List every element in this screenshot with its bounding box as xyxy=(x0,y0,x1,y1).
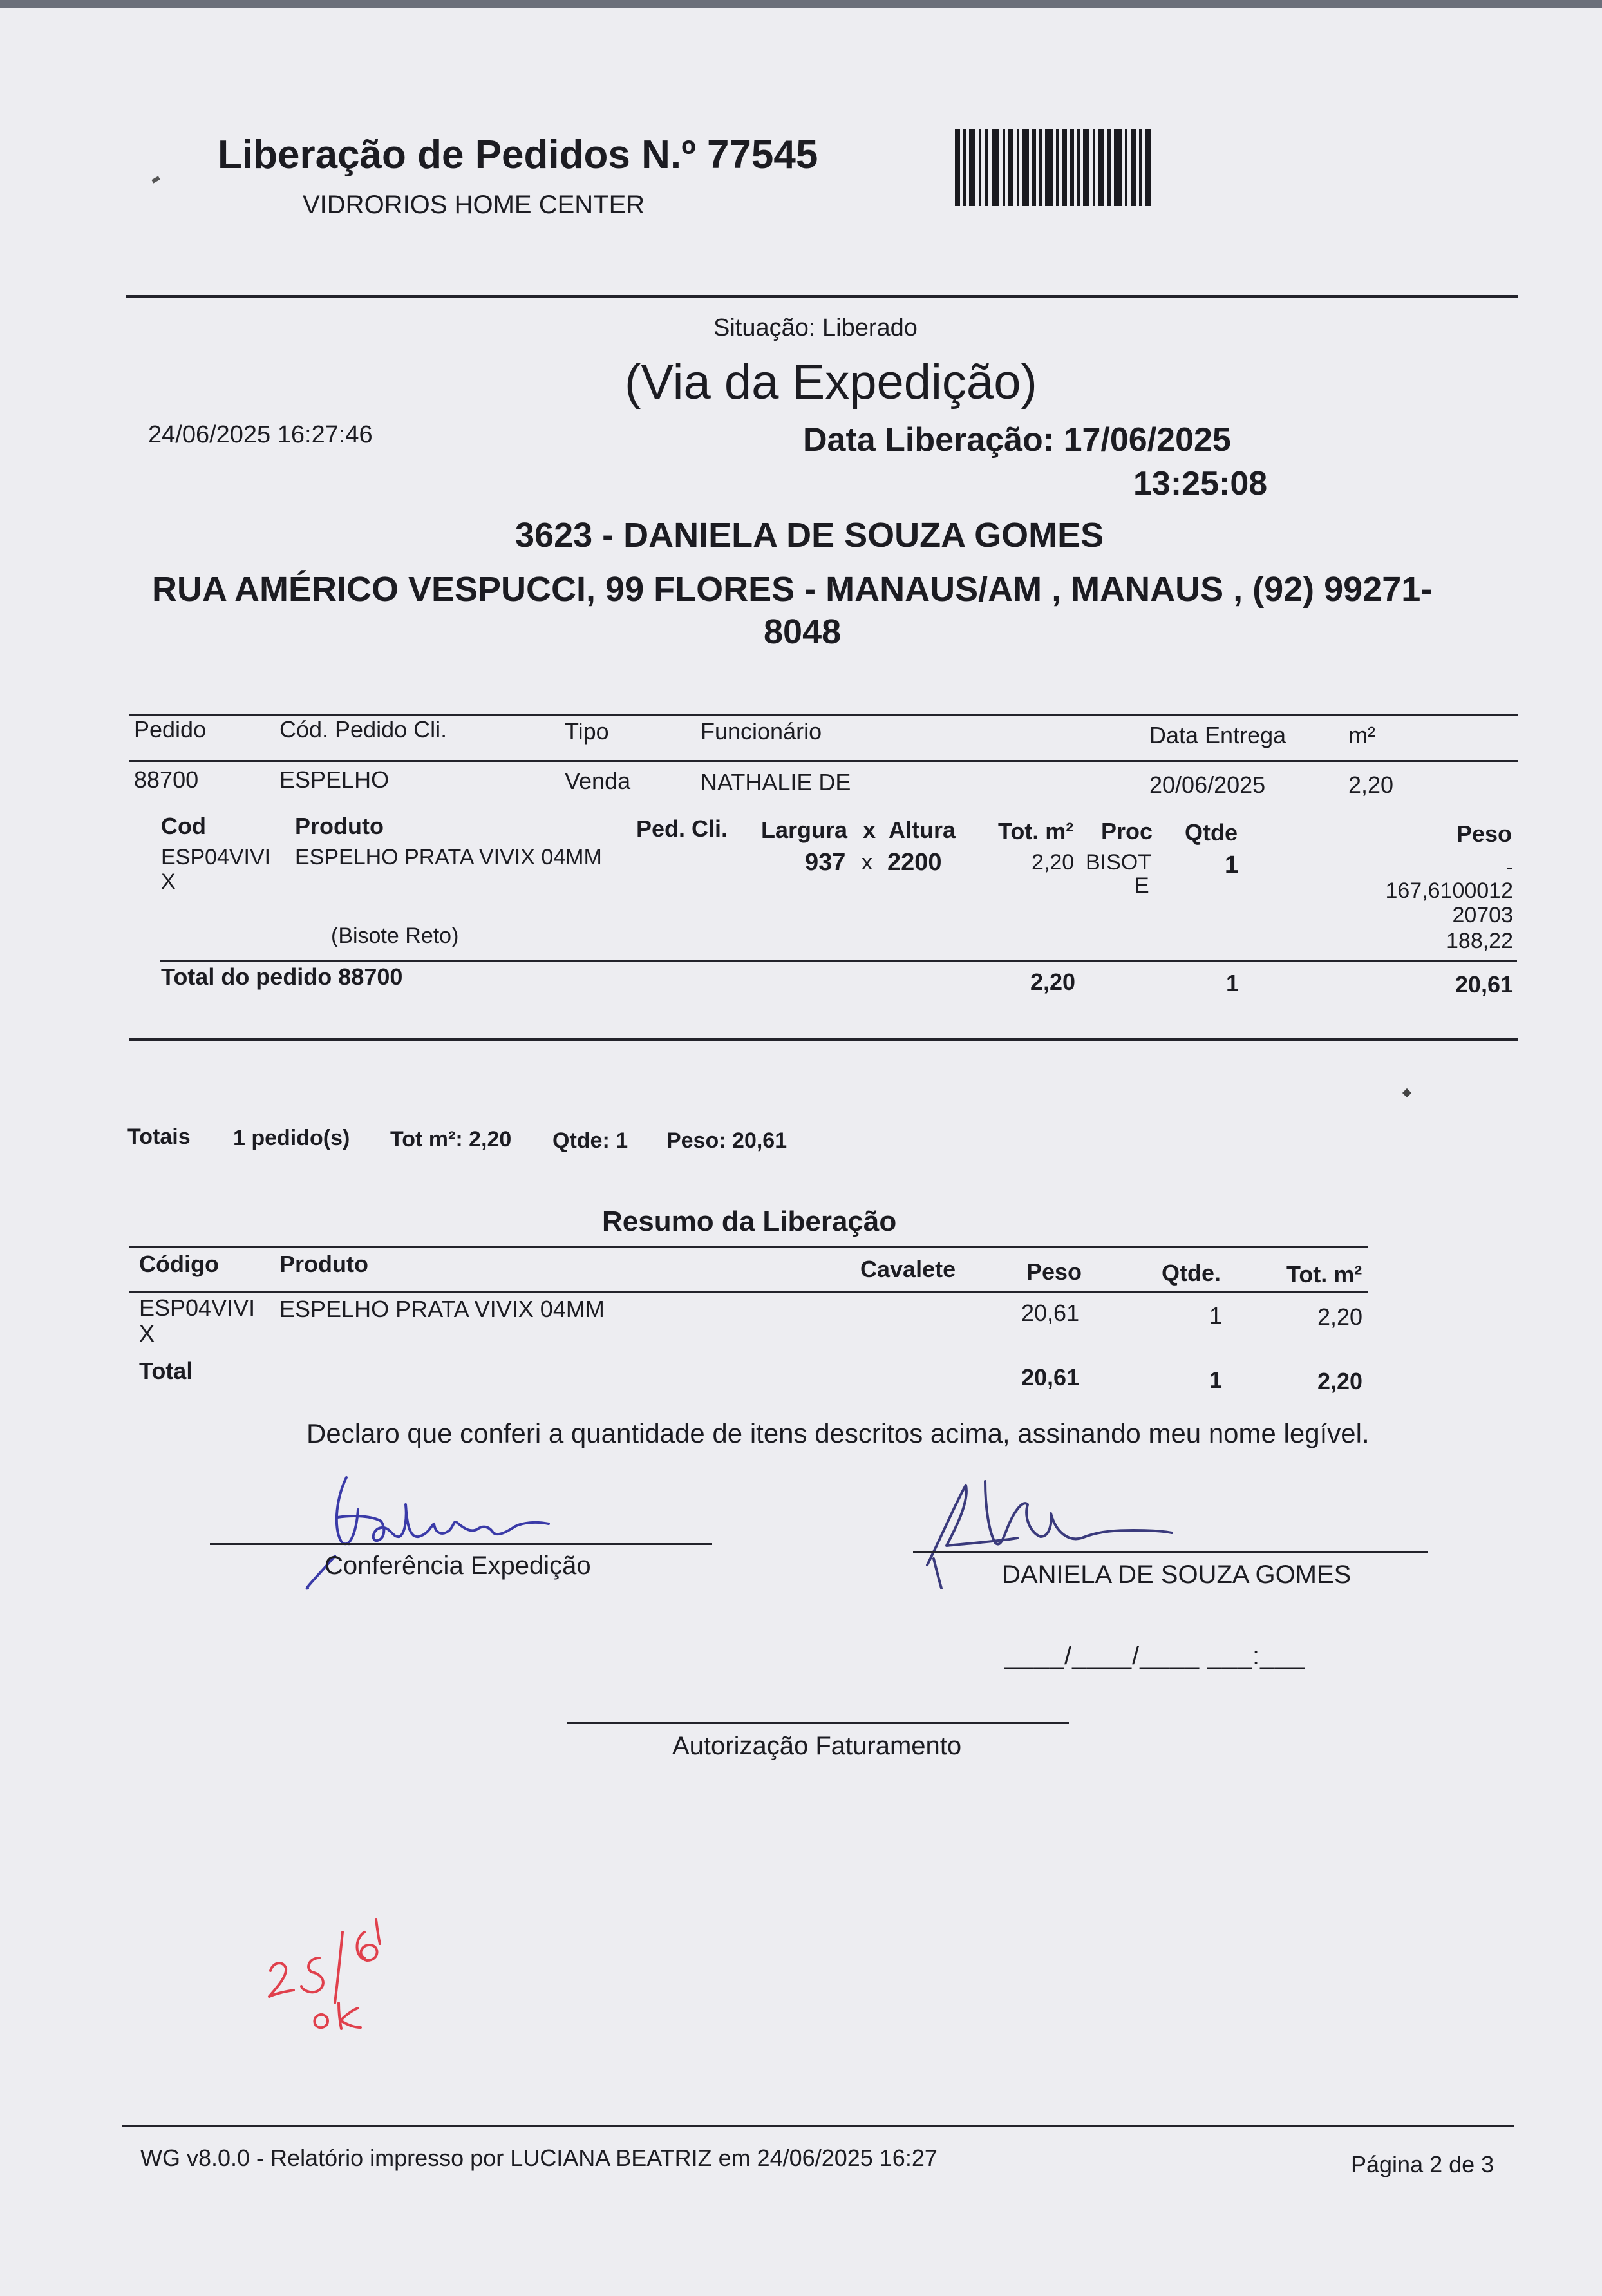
barcode-icon xyxy=(955,129,1200,206)
summary-qtde-value: 1 xyxy=(1209,1302,1223,1329)
summary-col-peso: Peso xyxy=(1026,1258,1082,1285)
scan-mark xyxy=(151,176,160,183)
summary-codigo-value: ESP04VIVI xyxy=(139,1295,256,1321)
summary-total-m2: 2,20 xyxy=(1317,1368,1363,1394)
copy-label: (Via da Expedição) xyxy=(625,355,1037,410)
order-data-entrega-value: 20/06/2025 xyxy=(1149,772,1266,798)
totals-pedidos: 1 pedido(s) xyxy=(233,1126,350,1150)
item-peso-value: 167,6100012 xyxy=(1385,878,1513,903)
signature-conferencia xyxy=(296,1462,592,1610)
release-date: Data Liberação: 17/06/2025 xyxy=(803,421,1231,459)
order-tipo-value: Venda xyxy=(565,768,631,794)
col-data-entrega: Data Entrega xyxy=(1149,722,1286,748)
authorization-label: Autorização Faturamento xyxy=(672,1732,962,1760)
order-pedido-value: 88700 xyxy=(134,766,199,793)
item-peso-value-cont: 20703 xyxy=(1452,903,1513,927)
col-peso: Peso xyxy=(1456,821,1512,847)
order-section-divider xyxy=(129,1038,1518,1041)
summary-total-qtde: 1 xyxy=(1209,1367,1223,1393)
printed-datetime: 24/06/2025 16:27:46 xyxy=(148,421,373,448)
summary-total-label: Total xyxy=(139,1358,193,1384)
summary-col-produto: Produto xyxy=(279,1251,368,1277)
summary-tot-m2-value: 2,20 xyxy=(1317,1304,1363,1330)
summary-header-line xyxy=(129,1291,1368,1293)
col-m2: m² xyxy=(1348,722,1375,748)
order-cod-cli-value: ESPELHO xyxy=(279,766,390,793)
summary-produto-value: ESPELHO PRATA VIVIX 04MM xyxy=(279,1296,605,1322)
item-total-line xyxy=(160,960,1517,962)
totals-qtde: Qtde: 1 xyxy=(552,1128,628,1153)
item-tot-m2: 2,20 xyxy=(1032,850,1075,875)
scan-mark xyxy=(1402,1088,1411,1097)
col-funcionario: Funcionário xyxy=(701,718,822,745)
order-total-m2: 2,20 xyxy=(1030,969,1076,995)
customer-phone-end: 8048 xyxy=(764,612,842,651)
col-proc: Proc xyxy=(1101,818,1153,844)
col-cod-pedido-cli: Cód. Pedido Cli. xyxy=(279,716,448,743)
totals-m2: Tot m²: 2,20 xyxy=(390,1127,512,1152)
totals-label: Totais xyxy=(127,1124,191,1149)
item-altura: 2200 xyxy=(887,849,942,876)
order-total-label: Total do pedido 88700 xyxy=(161,963,403,990)
customer-signature-label: DANIELA DE SOUZA GOMES xyxy=(1002,1561,1352,1589)
summary-peso-value: 20,61 xyxy=(1021,1300,1080,1326)
col-largura: Largura xyxy=(761,817,848,843)
footer-printed-by: WG v8.0.0 - Relatório impresso por LUCIANA BEATRIZ em 24/06/2025 16:27 xyxy=(140,2145,938,2171)
customer-name: 3623 - DANIELA DE SOUZA GOMES xyxy=(515,516,1104,555)
summary-codigo-line2: X xyxy=(139,1320,155,1347)
col-pedido: Pedido xyxy=(134,716,207,743)
order-funcionario-value: NATHALIE DE xyxy=(701,769,851,795)
item-cod-line2: X xyxy=(161,869,176,894)
item-note: (Bisote Reto) xyxy=(331,924,459,948)
signature-date-field: ____/____/____ ___:___ xyxy=(1004,1642,1305,1670)
customer-address: RUA AMÉRICO VESPUCCI, 99 FLORES - MANAUS/AM , MANAUS , (92) 99271- xyxy=(152,570,1433,609)
order-m2-value: 2,20 xyxy=(1348,772,1394,798)
col-qtde: Qtde xyxy=(1185,819,1238,846)
col-x: x xyxy=(863,817,876,843)
footer-line xyxy=(122,2125,1514,2127)
item-cod: ESP04VIVI xyxy=(161,845,271,869)
summary-col-tot-m2: Tot. m² xyxy=(1286,1261,1362,1287)
col-tot-m2: Tot. m² xyxy=(998,818,1074,844)
summary-top-line xyxy=(129,1246,1368,1248)
item-qtde: 1 xyxy=(1225,851,1239,878)
item-proc: BISOT xyxy=(1086,850,1152,875)
col-tipo: Tipo xyxy=(565,718,609,745)
signature-line-right xyxy=(913,1551,1428,1553)
col-produto: Produto xyxy=(295,813,384,839)
order-table-top-line xyxy=(129,714,1518,716)
item-produto: ESPELHO PRATA VIVIX 04MM xyxy=(295,845,602,869)
authorization-line xyxy=(567,1722,1069,1724)
footer-page-number: Página 2 de 3 xyxy=(1351,2151,1494,2177)
item-largura: 937 xyxy=(805,849,846,876)
order-table-header-line xyxy=(129,760,1518,762)
order-total-peso: 20,61 xyxy=(1455,971,1513,998)
col-ped-cli: Ped. Cli. xyxy=(636,815,728,842)
handwritten-date-mark xyxy=(258,1906,399,2035)
col-cod: Cod xyxy=(161,813,206,839)
summary-title: Resumo da Liberação xyxy=(602,1206,897,1237)
status-text: Situação: Liberado xyxy=(713,314,918,341)
item-peso-dash: - xyxy=(1505,855,1513,880)
summary-total-peso: 20,61 xyxy=(1021,1364,1080,1390)
item-x: x xyxy=(862,850,872,875)
summary-col-qtde: Qtde. xyxy=(1162,1260,1221,1286)
header-divider xyxy=(126,295,1518,298)
item-proc-line2: E xyxy=(1135,873,1149,898)
document-title: Liberação de Pedidos N.º 77545 xyxy=(218,133,818,177)
company-name: VIDRORIOS HOME CENTER xyxy=(303,191,645,219)
release-time: 13:25:08 xyxy=(1133,465,1268,502)
conferencia-label: Conferência Expedição xyxy=(325,1551,591,1580)
declaration-text: Declaro que conferi a quantidade de itens descritos acima, assinando meu nome legível. xyxy=(306,1418,1370,1448)
col-altura: Altura xyxy=(889,817,956,843)
item-peso-total: 188,22 xyxy=(1446,929,1513,953)
totals-peso: Peso: 20,61 xyxy=(666,1128,787,1153)
summary-col-codigo: Código xyxy=(139,1251,219,1277)
summary-col-cavalete: Cavalete xyxy=(860,1256,956,1282)
order-total-qtde: 1 xyxy=(1226,970,1239,996)
signature-line-left xyxy=(210,1543,712,1545)
